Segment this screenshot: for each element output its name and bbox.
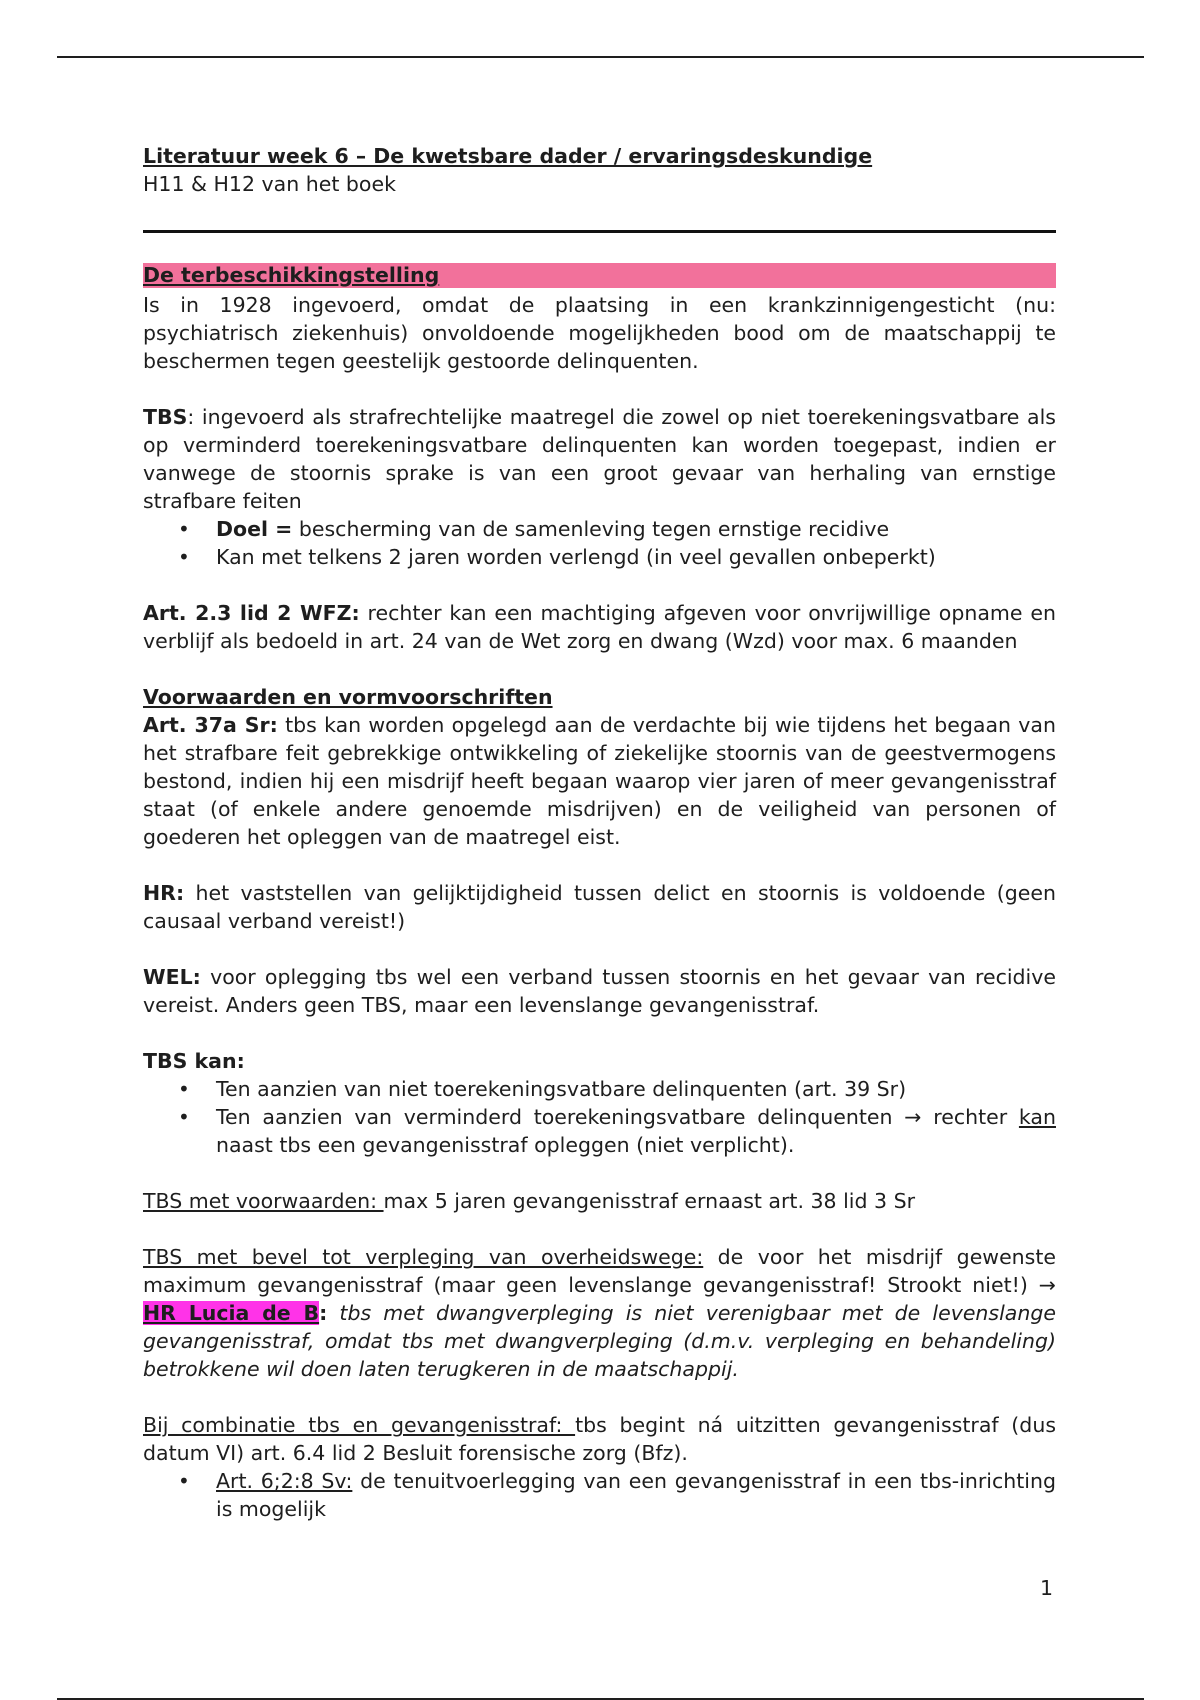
tbs-bullet-list [143,515,1056,571]
combi-bullet-label: Art. 6;2:8 Sv: [216,1469,353,1493]
wel-paragraph [143,963,1056,1019]
tbs-kan-heading [143,1047,1056,1075]
bevel-text: de voor het misdrijf gewenste maximum gevangenisstraf (maar geen levenslange gevangenisstraf! Strookt niet!) → [143,1245,1057,1297]
hr-text: het vaststellen van gelijktijdigheid tussen delict en stoornis is voldoende (geen causaal verband vereist!) [143,881,1056,933]
tbs-definition [143,403,1056,515]
tbs-kan-list [143,1075,1056,1159]
section-heading-terbeschikkingstelling: De terbeschikkingstelling [143,263,1056,288]
bevel-paragraph [143,1243,1056,1383]
combi-text: tbs begint ná uitzitten gevangenisstraf (dus datum VI) art. 6.4 lid 2 Besluit forensische zorg (Bfz). [143,1413,1056,1465]
combi-label: Bij combinatie tbs en gevangenisstraf: [143,1413,576,1437]
document-subtitle: H11 & H12 van het boek [143,172,396,196]
list-item [216,515,1056,543]
wfz-label: Art. 2.3 lid 2 WFZ: [143,601,360,625]
list-item [216,1467,1056,1523]
lucia-highlight: HR Lucia de B [143,1301,320,1325]
bullet-text: bescherming van de samenleving tegen ernstige recidive [292,517,890,541]
combi-paragraph [143,1411,1056,1467]
page-number: 1 [1040,1576,1054,1600]
list-item [216,1103,1056,1159]
bullet-text: Kan met telkens 2 jaren worden verlengd (in veel gevallen onbeperkt) [216,545,936,569]
bullet-text: Ten aanzien van niet toerekeningsvatbare delinquenten (art. 39 Sr) [216,1077,907,1101]
tbs-kan-label: TBS kan: [143,1049,245,1073]
header-rule [57,56,1144,58]
combi-list [143,1467,1056,1523]
wfz-paragraph [143,599,1056,655]
list-item [216,1075,1056,1103]
art37-paragraph [143,711,1056,851]
wel-text: voor oplegging tbs wel een verband tussen stoornis en het gevaar van recidive vereist. Anders geen TBS, maar een levenslange gevangenisstraf. [143,965,1056,1017]
title-separator [143,230,1056,233]
intro-paragraph: Is in 1928 ingevoerd, omdat de plaatsing in een krankzinnigengesticht (nu: psychiatrisch ziekenhuis) onvoldoende mogelijkheden bood om de maatschappij te beschermen tegen geestelijk gestoorde delinquenten. [143,293,1056,373]
bevel-label: TBS met bevel tot verpleging van overheidswege: [143,1245,704,1269]
bullet-text-end: naast tbs een gevangenisstraf opleggen (niet verplicht). [216,1133,795,1157]
lucia-colon: : [319,1301,328,1325]
section-heading-voorwaarden: Voorwaarden en vormvoorschriften [143,685,553,709]
tbs-text: : ingevoerd als strafrechtelijke maatregel die zowel op niet toerekeningsvatbare als op verminderd toerekeningsvatbare delinquenten kan worden toegepast, indien er vanwege de stoornis sprake is van een groot gevaar van herhaling van ernstige strafbare feiten [143,405,1056,513]
wel-label: WEL: [143,965,201,989]
wfz-text: rechter kan een machtiging afgeven voor onvrijwillige opname en verblijf als bedoeld in art. 24 van de Wet zorg en dwang (Wzd) voor max. 6 maanden [143,601,1056,653]
hr-paragraph [143,879,1056,935]
art37-text: tbs kan worden opgelegd aan de verdachte bij wie tijdens het begaan van het strafbare feit gebrekkige ontwikkeling of ziekelijke stoornis van de geestvermogens bestond, indien hij een misdrijf heeft begaan waarop vier jaren of meer gevangenisstraf staat (of enkele andere genoemde misdrijven) en de veiligheid van personen of goederen het opleggen van de maatregel eist. [143,713,1056,849]
art37-label: Art. 37a Sr: [143,713,278,737]
document-title: Literatuur week 6 – De kwetsbare dader / ervaringsdeskundige [143,144,873,168]
voorwaarden-paragraph [143,1187,1056,1215]
lucia-text: tbs met dwangverpleging is niet verenigbaar met de levenslange gevangenisstraf, omdat tbs met dwangverpleging (d.m.v. verpleging en behandeling) betrokkene wil doen laten terugkeren in de maatschappij. [143,1301,1056,1381]
list-item [216,543,1056,571]
bullet-underlined: kan [1018,1105,1056,1129]
combi-bullet-text: de tenuitvoerlegging van een gevangenisstraf in een tbs-inrichting is mogelijk [216,1469,1056,1521]
hr-label: HR: [143,881,185,905]
document-body [143,142,1056,1551]
bullet-bold: Doel = [216,517,293,541]
voorwaarden-text: max 5 jaren gevangenisstraf ernaast art. 38 lid 3 Sr [383,1189,916,1213]
bullet-text: Ten aanzien van verminderd toerekeningsvatbare delinquenten → rechter [216,1105,1019,1129]
voorwaarden-label: TBS met voorwaarden: [143,1189,384,1213]
tbs-label: TBS [143,405,188,429]
